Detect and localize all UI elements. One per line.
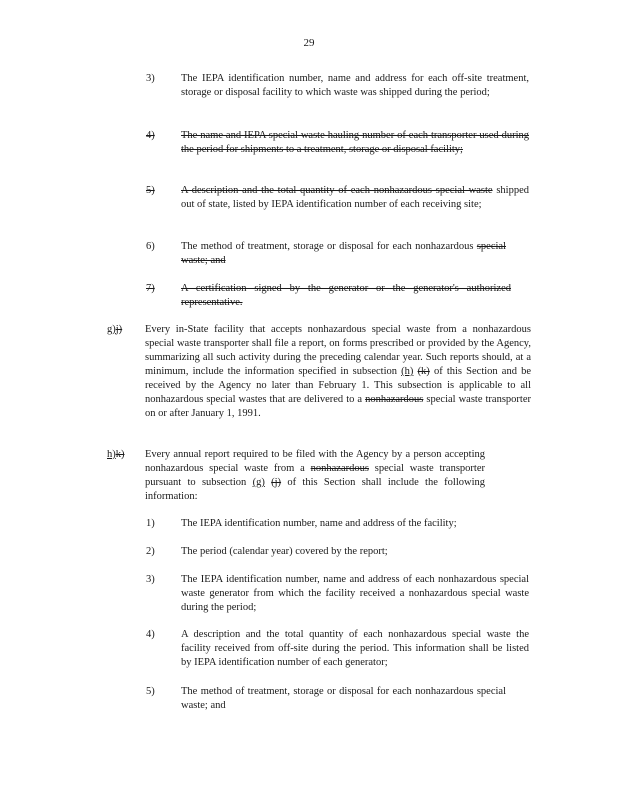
item-number: 4) bbox=[146, 130, 155, 141]
label-old: j) bbox=[115, 324, 123, 335]
item-number: 3) bbox=[146, 73, 155, 84]
item-number: 5) bbox=[146, 185, 155, 196]
item-number: 5) bbox=[146, 686, 155, 697]
label-new: g) bbox=[107, 324, 116, 335]
inserted-text: (g) bbox=[252, 477, 265, 488]
item-number: 4) bbox=[146, 629, 155, 640]
item-number: 3) bbox=[146, 574, 155, 585]
deleted-text: A certification signed by the generator or the generator's authorized representative. bbox=[181, 283, 511, 308]
inserted-text: (h) bbox=[401, 366, 414, 377]
item-text bbox=[181, 184, 529, 212]
item-text bbox=[181, 685, 506, 713]
deleted-text: A description and the total quantity of each nonhazardous special waste bbox=[181, 185, 493, 196]
text-segment: special waste transporter on or after January 1, 1991. bbox=[145, 394, 531, 419]
item-text bbox=[181, 628, 529, 670]
label-old: k) bbox=[115, 449, 125, 460]
item-number: 6) bbox=[146, 241, 155, 252]
paragraph-text bbox=[145, 448, 485, 504]
text-segment: of this Section and be received by the Agency no later than February 1. This subsection is applicable to all nonhazardous special wastes that are delivered to a bbox=[145, 366, 532, 405]
deleted-text: The name and IEPA special waste hauling number of each transporter used during the period for shipments to a treatment, storage or disposal facility; bbox=[181, 130, 529, 155]
item-number: 7) bbox=[146, 283, 155, 294]
text-segment: special waste transporter pursuant to subsection bbox=[145, 463, 485, 488]
deleted-text: nonhazardous bbox=[310, 463, 369, 474]
item-text bbox=[181, 72, 529, 100]
text-segment: Every annual report required to be filed with the Agency by a person accepting nonhazardous special waste from a bbox=[145, 449, 485, 474]
text-segment: shipped out of state, listed by IEPA identification number of each receiving site; bbox=[181, 185, 529, 210]
paragraph-label bbox=[107, 448, 125, 462]
item-text bbox=[181, 282, 511, 310]
item-text bbox=[181, 517, 529, 531]
paragraph-text bbox=[145, 323, 531, 421]
label-new: h) bbox=[107, 449, 116, 460]
text-segment: The IEPA identification number, name and address for each off-site treatment, storage or disposal facility to which waste was shipped during the period; bbox=[181, 73, 529, 98]
item-text bbox=[181, 129, 529, 157]
item-number: 1) bbox=[146, 518, 155, 529]
deleted-text: (k) bbox=[417, 366, 430, 377]
item-text bbox=[181, 573, 529, 615]
text-segment: Every in-State facility that accepts nonhazardous special waste from a nonhazardous special waste transporter shall file a report, on forms prescribed or provided by the Agency, summarizing all such activity during the preceding calendar year. Such reports should, at a minimum, include the information specified in subsection bbox=[145, 324, 531, 377]
text-segment: The method of treatment, storage or disposal for each nonhazardous special waste; and bbox=[181, 686, 506, 711]
deleted-text: (j) bbox=[271, 477, 282, 488]
deleted-text: nonhazardous bbox=[365, 394, 424, 405]
item-text bbox=[181, 240, 506, 268]
item-number: 2) bbox=[146, 546, 155, 557]
text-segment: The IEPA identification number, name and address of each nonhazardous special waste generator from which the facility received a nonhazardous special waste during the period; bbox=[181, 574, 529, 613]
page-number: 29 bbox=[303, 37, 315, 49]
text-segment: The method of treatment, storage or disposal for each nonhazardous bbox=[181, 241, 477, 252]
text-segment: of this Section shall include the following information: bbox=[145, 477, 486, 502]
text-segment: The IEPA identification number, name and address of the facility; bbox=[181, 518, 457, 529]
text-segment: A description and the total quantity of each nonhazardous special waste the facility received from off-site during the period. This information shall be listed by IEPA identification number of each generator; bbox=[181, 629, 529, 668]
paragraph-label bbox=[107, 323, 122, 337]
text-segment: The period (calendar year) covered by the report; bbox=[181, 546, 388, 557]
deleted-text: special waste; and bbox=[181, 241, 506, 266]
item-text bbox=[181, 545, 529, 559]
